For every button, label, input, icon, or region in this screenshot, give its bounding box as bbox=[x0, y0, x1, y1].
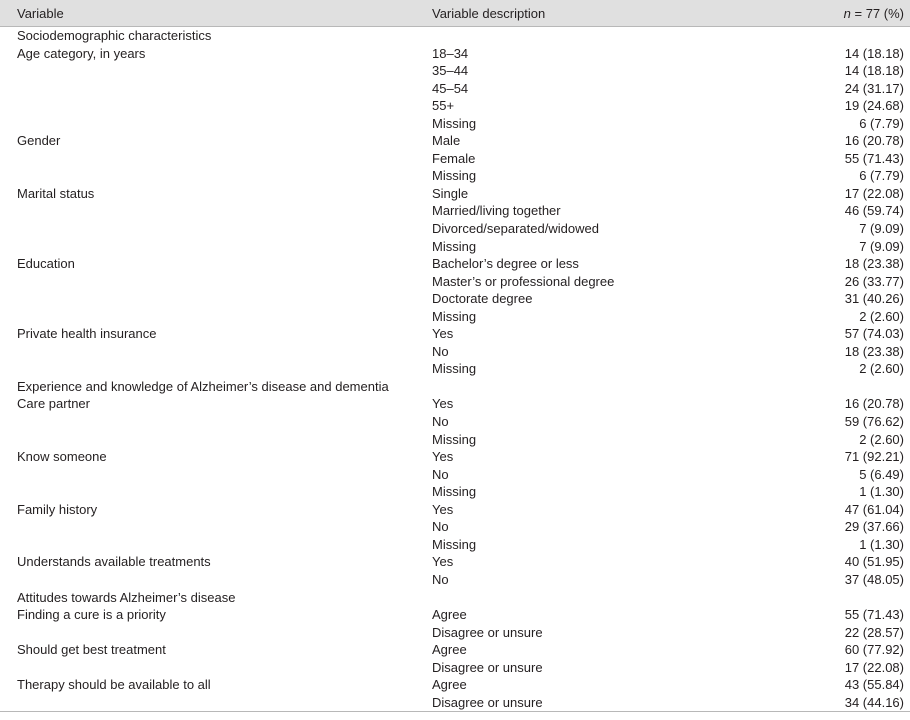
section-heading: Experience and knowledge of Alzheimer’s disease and dementia bbox=[17, 378, 389, 394]
variable-cell bbox=[0, 80, 432, 98]
count-cell: 6 (7.79) bbox=[859, 168, 904, 184]
description-cell: Doctorate degree bbox=[432, 291, 533, 307]
count-cell: 34 (44.16) bbox=[832, 694, 910, 712]
table-row bbox=[0, 325, 910, 343]
count-cell: 14 (18.18) bbox=[844, 63, 904, 79]
description-cell: 45–54 bbox=[432, 80, 469, 96]
variable-cell bbox=[0, 343, 432, 361]
table-row bbox=[0, 606, 910, 624]
table-row bbox=[0, 395, 910, 413]
table-row bbox=[0, 571, 910, 589]
count-cell: 29 (37.66) bbox=[844, 519, 904, 535]
table-row bbox=[0, 483, 910, 501]
variable-cell bbox=[0, 466, 432, 484]
table-row bbox=[0, 676, 910, 694]
count-cell: 7 (9.09) bbox=[859, 238, 904, 254]
table-row bbox=[0, 238, 910, 256]
description-cell: Missing bbox=[432, 361, 477, 377]
variable-cell bbox=[0, 167, 432, 185]
variable-cell bbox=[0, 483, 432, 501]
description-cell: No bbox=[432, 466, 449, 482]
count-cell: 1 (1.30) bbox=[859, 484, 904, 500]
variable-cell bbox=[0, 360, 432, 378]
table-row bbox=[0, 45, 910, 63]
section-heading: Attitudes towards Alzheimer’s disease bbox=[17, 589, 236, 605]
count-cell: 16 (20.78) bbox=[844, 133, 904, 149]
variable-cell: Family history bbox=[17, 501, 98, 517]
table-row bbox=[0, 255, 910, 273]
variable-cell bbox=[0, 290, 432, 308]
description-cell: No bbox=[432, 414, 449, 430]
variable-cell bbox=[0, 308, 432, 326]
variable-cell bbox=[0, 238, 432, 256]
table-row bbox=[0, 220, 910, 238]
variable-cell bbox=[0, 273, 432, 291]
header-description: Variable description bbox=[432, 0, 832, 27]
variable-cell bbox=[0, 220, 432, 238]
description-cell: Yes bbox=[432, 501, 454, 517]
table-row bbox=[0, 62, 910, 80]
header-n-symbol: n bbox=[843, 5, 851, 21]
count-cell: 37 (48.05) bbox=[844, 571, 904, 587]
description-cell: Missing bbox=[432, 115, 477, 131]
header-variable: Variable bbox=[0, 0, 432, 27]
table-row bbox=[0, 185, 910, 203]
description-cell: Single bbox=[432, 185, 469, 201]
variable-cell: Therapy should be available to all bbox=[17, 677, 211, 693]
table-row bbox=[0, 290, 910, 308]
table-row bbox=[0, 466, 910, 484]
count-cell: 40 (51.95) bbox=[844, 554, 904, 570]
count-cell: 26 (33.77) bbox=[844, 273, 904, 289]
table-row bbox=[0, 202, 910, 220]
table-row bbox=[0, 97, 910, 115]
table-row bbox=[0, 501, 910, 519]
description-cell: Male bbox=[432, 133, 461, 149]
table-row bbox=[0, 150, 910, 168]
table-row bbox=[0, 641, 910, 659]
count-cell: 14 (18.18) bbox=[844, 45, 904, 61]
variable-cell bbox=[0, 62, 432, 80]
description-cell: Missing bbox=[432, 431, 477, 447]
table-row bbox=[0, 273, 910, 291]
variable-cell: Care partner bbox=[17, 396, 90, 412]
table-row bbox=[0, 659, 910, 677]
variable-cell: Finding a cure is a priority bbox=[17, 607, 166, 623]
count-cell: 18 (23.38) bbox=[844, 256, 904, 272]
description-cell: Bachelor’s degree or less bbox=[432, 256, 579, 272]
description-cell: Disagree or unsure bbox=[432, 624, 543, 640]
count-cell: 7 (9.09) bbox=[859, 221, 904, 237]
description-cell: Agree bbox=[432, 607, 467, 623]
count-cell: 2 (2.60) bbox=[859, 361, 904, 377]
variable-cell: Education bbox=[17, 256, 75, 272]
description-cell: Agree bbox=[432, 642, 467, 658]
table-row bbox=[0, 167, 910, 185]
description-cell: Agree bbox=[432, 677, 467, 693]
count-cell: 55 (71.43) bbox=[844, 150, 904, 166]
count-cell: 71 (92.21) bbox=[844, 449, 904, 465]
count-cell: 59 (76.62) bbox=[844, 414, 904, 430]
variable-cell bbox=[0, 150, 432, 168]
variable-cell bbox=[0, 571, 432, 589]
description-cell: Married/living together bbox=[432, 203, 561, 219]
header-n bbox=[832, 0, 910, 27]
table-row bbox=[0, 80, 910, 98]
section-row bbox=[0, 27, 910, 45]
count-cell: 17 (22.08) bbox=[844, 185, 904, 201]
count-cell: 18 (23.38) bbox=[844, 343, 904, 359]
count-cell: 2 (2.60) bbox=[859, 308, 904, 324]
variable-cell bbox=[0, 518, 432, 536]
count-cell: 43 (55.84) bbox=[844, 677, 904, 693]
variable-cell: Understands available treatments bbox=[17, 554, 211, 570]
variable-cell: Age category, in years bbox=[17, 45, 146, 61]
variable-cell bbox=[0, 694, 432, 712]
count-cell: 2 (2.60) bbox=[859, 431, 904, 447]
description-cell: Disagree or unsure bbox=[432, 694, 832, 712]
description-cell: Female bbox=[432, 150, 476, 166]
table-row bbox=[0, 624, 910, 642]
description-cell: Yes bbox=[432, 396, 454, 412]
description-cell: Disagree or unsure bbox=[432, 659, 543, 675]
table-row bbox=[0, 553, 910, 571]
table-row bbox=[0, 308, 910, 326]
count-cell: 16 (20.78) bbox=[844, 396, 904, 412]
description-cell: 18–34 bbox=[432, 45, 469, 61]
variable-cell bbox=[0, 659, 432, 677]
description-cell: Missing bbox=[432, 308, 477, 324]
description-cell: No bbox=[432, 519, 449, 535]
description-cell: No bbox=[432, 571, 449, 587]
table-row bbox=[0, 694, 910, 712]
description-cell: Divorced/separated/widowed bbox=[432, 221, 599, 237]
table-row bbox=[0, 115, 910, 133]
table-row bbox=[0, 431, 910, 449]
table-row bbox=[0, 343, 910, 361]
count-cell: 5 (6.49) bbox=[859, 466, 904, 482]
count-cell: 1 (1.30) bbox=[859, 536, 904, 552]
table-row bbox=[0, 413, 910, 431]
variable-cell: Know someone bbox=[17, 449, 107, 465]
variable-cell bbox=[0, 97, 432, 115]
table-row bbox=[0, 132, 910, 150]
table-row bbox=[0, 360, 910, 378]
variable-cell: Marital status bbox=[17, 185, 95, 201]
description-cell: No bbox=[432, 343, 449, 359]
variable-cell: Gender bbox=[17, 133, 61, 149]
variable-cell: Should get best treatment bbox=[17, 642, 166, 658]
count-cell: 46 (59.74) bbox=[844, 203, 904, 219]
count-cell: 55 (71.43) bbox=[844, 607, 904, 623]
description-cell: Yes bbox=[432, 449, 454, 465]
description-cell: Missing bbox=[432, 168, 477, 184]
count-cell: 19 (24.68) bbox=[844, 98, 904, 114]
table-body bbox=[0, 27, 910, 712]
description-cell: Yes bbox=[432, 554, 454, 570]
description-cell: Missing bbox=[432, 484, 477, 500]
count-cell: 24 (31.17) bbox=[844, 80, 904, 96]
count-cell: 47 (61.04) bbox=[844, 501, 904, 517]
count-cell: 22 (28.57) bbox=[844, 624, 904, 640]
count-cell: 17 (22.08) bbox=[844, 659, 904, 675]
section-row bbox=[0, 378, 910, 396]
header-n-rest: = 77 (%) bbox=[850, 5, 904, 21]
table-header bbox=[0, 0, 910, 27]
description-cell: Yes bbox=[432, 326, 454, 342]
table-row bbox=[0, 518, 910, 536]
description-cell: 55+ bbox=[432, 98, 455, 114]
variable-cell bbox=[0, 536, 432, 554]
count-cell: 60 (77.92) bbox=[844, 642, 904, 658]
variable-cell: Private health insurance bbox=[17, 326, 157, 342]
count-cell: 6 (7.79) bbox=[859, 115, 904, 131]
header-row bbox=[0, 0, 910, 27]
count-cell: 57 (74.03) bbox=[844, 326, 904, 342]
section-row bbox=[0, 589, 910, 607]
section-heading: Sociodemographic characteristics bbox=[17, 28, 212, 43]
description-cell: 35–44 bbox=[432, 63, 469, 79]
description-cell: Missing bbox=[432, 238, 477, 254]
table-row bbox=[0, 536, 910, 554]
variable-cell bbox=[0, 431, 432, 449]
variable-cell bbox=[0, 413, 432, 431]
description-cell: Missing bbox=[432, 536, 477, 552]
table-row bbox=[0, 448, 910, 466]
variable-cell bbox=[0, 202, 432, 220]
variable-cell bbox=[0, 115, 432, 133]
description-cell: Master’s or professional degree bbox=[432, 273, 615, 289]
variable-cell bbox=[0, 624, 432, 642]
count-cell: 31 (40.26) bbox=[844, 291, 904, 307]
